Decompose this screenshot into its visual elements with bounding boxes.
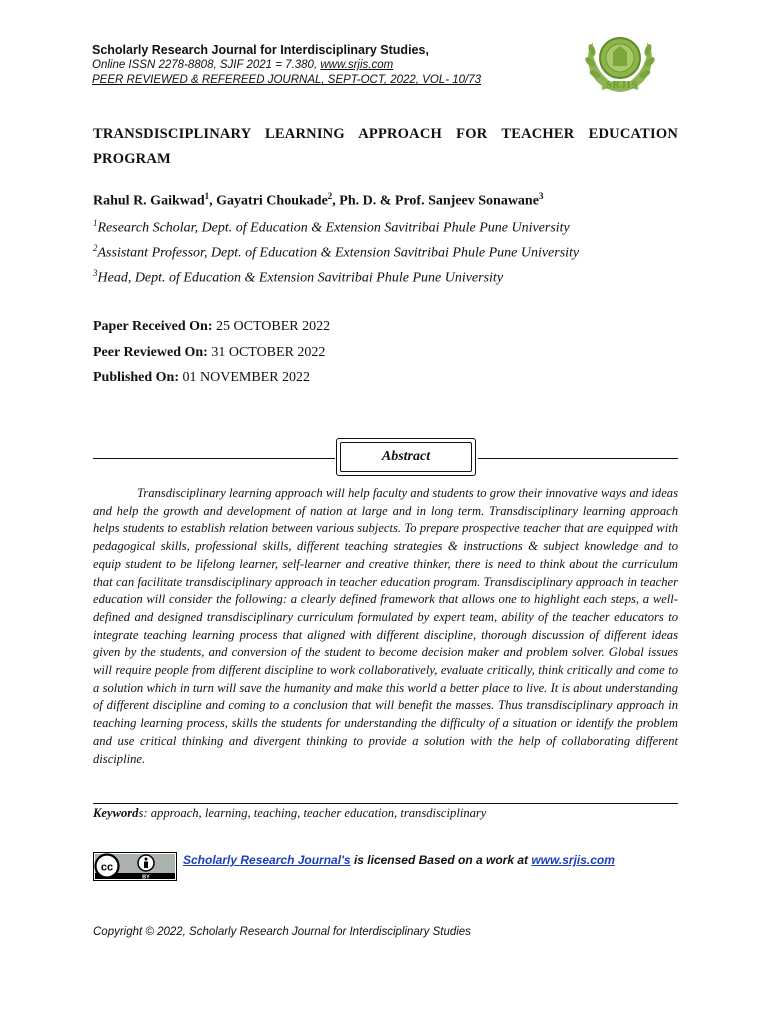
author-name: Rahul R. Gaikwad: [93, 193, 205, 209]
keywords-label-suffix: s: [138, 806, 144, 820]
journal-name: Scholarly Research Journal for Interdisciplinary Studies,: [92, 43, 429, 57]
reviewed-date: [93, 343, 325, 363]
logo-text: SRJIS: [606, 80, 639, 91]
journal-issn: Online ISSN 2278-8808, SJIF 2021 = 7.380,: [92, 59, 321, 71]
published-value: 01 NOVEMBER 2022: [178, 370, 311, 385]
cc-badge-label: BY: [142, 874, 150, 881]
author-name: Prof. Sanjeev Sonawane: [394, 193, 539, 209]
license-site-link[interactable]: www.srjis.com: [531, 853, 615, 867]
keywords-text: : approach, learning, teaching, teacher education, transdisciplinary: [143, 806, 487, 820]
journal-review-line: PEER REVIEWED & REFEREED JOURNAL, SEPT-OCT, 2022, VOL- 10/73: [92, 74, 482, 86]
keywords-label: Keyword: [93, 806, 139, 820]
journal-license-link[interactable]: Scholarly Research Journal's: [183, 853, 351, 867]
affiliation-text: Head, Dept. of Education & Extension Savitribai Phule Pune University: [97, 270, 504, 286]
paper-title: TRANSDISCIPLINARY LEARNING APPROACH FOR TEACHER EDUCATION PROGRAM: [93, 126, 678, 167]
author-sup: 3: [538, 191, 544, 201]
journal-header: [92, 42, 562, 88]
affiliation: [93, 213, 570, 239]
abstract-rule-left: [93, 458, 335, 459]
cc-by-license-icon[interactable]: [93, 852, 177, 881]
affiliation-sup: 3: [93, 268, 98, 278]
reviewed-value: 31 OCTOBER 2022: [207, 345, 326, 360]
abstract-heading: Abstract: [340, 442, 472, 472]
copyright-notice: Copyright © 2022, Scholarly Research Journal for Interdisciplinary Studies: [93, 926, 471, 938]
affiliation-sup: 1: [93, 218, 98, 228]
abstract-heading-box: [336, 438, 476, 476]
journal-site-link[interactable]: www.srjis.com: [320, 59, 394, 71]
published-label: Published On:: [93, 370, 179, 385]
keywords: [93, 804, 486, 822]
reviewed-label: Peer Reviewed On:: [93, 345, 208, 360]
affiliation-text: Assistant Professor, Dept. of Education & Extension Savitribai Phule Pune University: [97, 245, 580, 261]
received-date: [93, 317, 330, 337]
received-value: 25 OCTOBER 2022: [212, 319, 331, 334]
affiliation-sup: 2: [93, 243, 98, 253]
abstract-rule-right: [478, 458, 678, 459]
abstract-body: [93, 485, 678, 768]
author-separator: , Ph. D. &: [332, 193, 395, 209]
author-sup: 2: [327, 191, 333, 201]
svg-text:cc: cc: [100, 861, 114, 874]
author-separator: ,: [209, 193, 217, 209]
license-line: [183, 851, 615, 869]
journal-issn-line: [92, 58, 562, 73]
received-label: Paper Received On:: [93, 319, 213, 334]
author-sup: 1: [204, 191, 210, 201]
author-name: Gayatri Choukade: [216, 193, 328, 209]
license-text: is licensed Based on a work at: [350, 853, 532, 867]
affiliation: [93, 263, 503, 289]
affiliation-text: Research Scholar, Dept. of Education & Extension Savitribai Phule Pune University: [97, 220, 570, 236]
affiliation: [93, 238, 579, 264]
published-date: [93, 368, 310, 388]
author-list: [93, 186, 543, 212]
abstract-text: Transdisciplinary learning approach will help faculty and students to grow their innovative ways and ideas and help the growth and development of nation at large and in long term. Transdisciplinary learning approach helps students to establish relation between various subjects. To prepare prospective teacher that are equipped with pedagogical skills, professional skills, different teaching strategies & instructions & subject knowledge and to equip student to be lifelong learner, self-learner and creative thinker, there is need to think about the curriculum that can facilitate transdisciplinary approach in teacher education program. Transdisciplinary approach in teacher education will consider the following: a clearly defined framework that allows one to highlight each steps, a well-defined and designed transdisciplinary curriculum formulated by expert team, ability of the teacher educators to integrate teaching learning process that aligned with different discipline, thorough discussion of different ideas given by the students, and conversion of the student to become decision maker and problem solver. Global issues will require people from different discipline to work collaboratively, evaluate critically, think critically and come to a solution which in turn will save the humanity and make this world a better place to live. It is about understanding of different discipline and coming to a conclusion that will benefit the masses. Thus transdisciplinary approach in teaching learning process, skills the students for understanding the difficulty of a situation or identify the problem and use critical thinking and divergent thinking to provide a solution with the help of collaborating different discipline.: [93, 486, 678, 766]
